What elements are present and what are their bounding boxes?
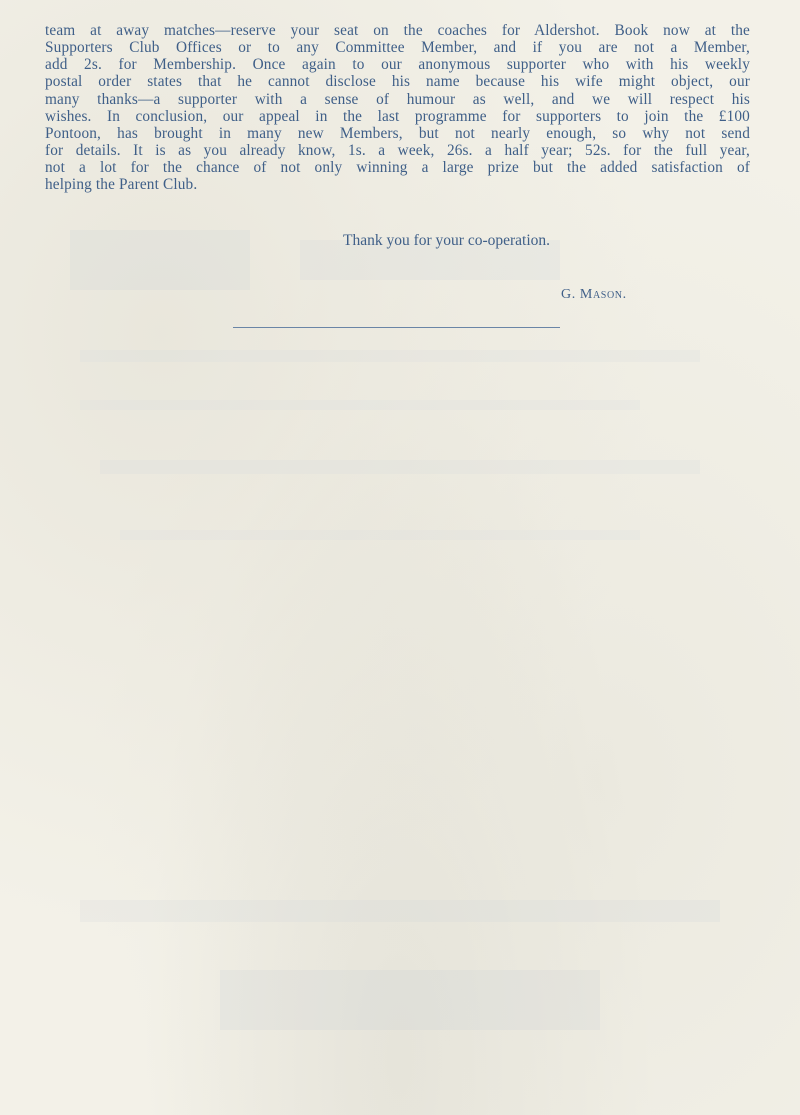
signature xyxy=(561,287,627,303)
signature-name: G. Mason. xyxy=(561,287,627,302)
paragraph-line: Supporters Club Offices or to any Committee Member, and if you are not a Member, xyxy=(45,39,750,57)
paragraph-line: wishes. In conclusion, our appeal in the last programme for supporters to join the £100 xyxy=(45,107,750,125)
paragraph-line: helping the Parent Club. xyxy=(45,176,198,194)
section-divider xyxy=(233,327,560,328)
paragraph-line: postal order states that he cannot disclose his name because his wife might object, our xyxy=(45,73,750,91)
paragraph-line: add 2s. for Membership. Once again to our anonymous supporter who with his weekly xyxy=(45,56,750,74)
paragraph-line: team at away matches—reserve your seat on the coaches for Aldershot. Book now at the xyxy=(45,22,750,39)
paragraph-line: not a lot for the chance of not only winning a large prize but the added satisfaction of xyxy=(45,159,750,177)
paragraph-line: for details. It is as you already know, 1s. a week, 26s. a half year; 52s. for the full year, xyxy=(45,142,750,160)
bleed-through-print xyxy=(40,200,760,1100)
closing-line: Thank you for your co-operation. xyxy=(343,232,551,249)
paragraph-line: many thanks—a supporter with a sense of humour as well, and we will respect his xyxy=(45,90,750,108)
article-paragraph xyxy=(45,22,750,194)
paragraph-line: Pontoon, has brought in many new Members, but not nearly enough, so why not send xyxy=(45,124,750,142)
